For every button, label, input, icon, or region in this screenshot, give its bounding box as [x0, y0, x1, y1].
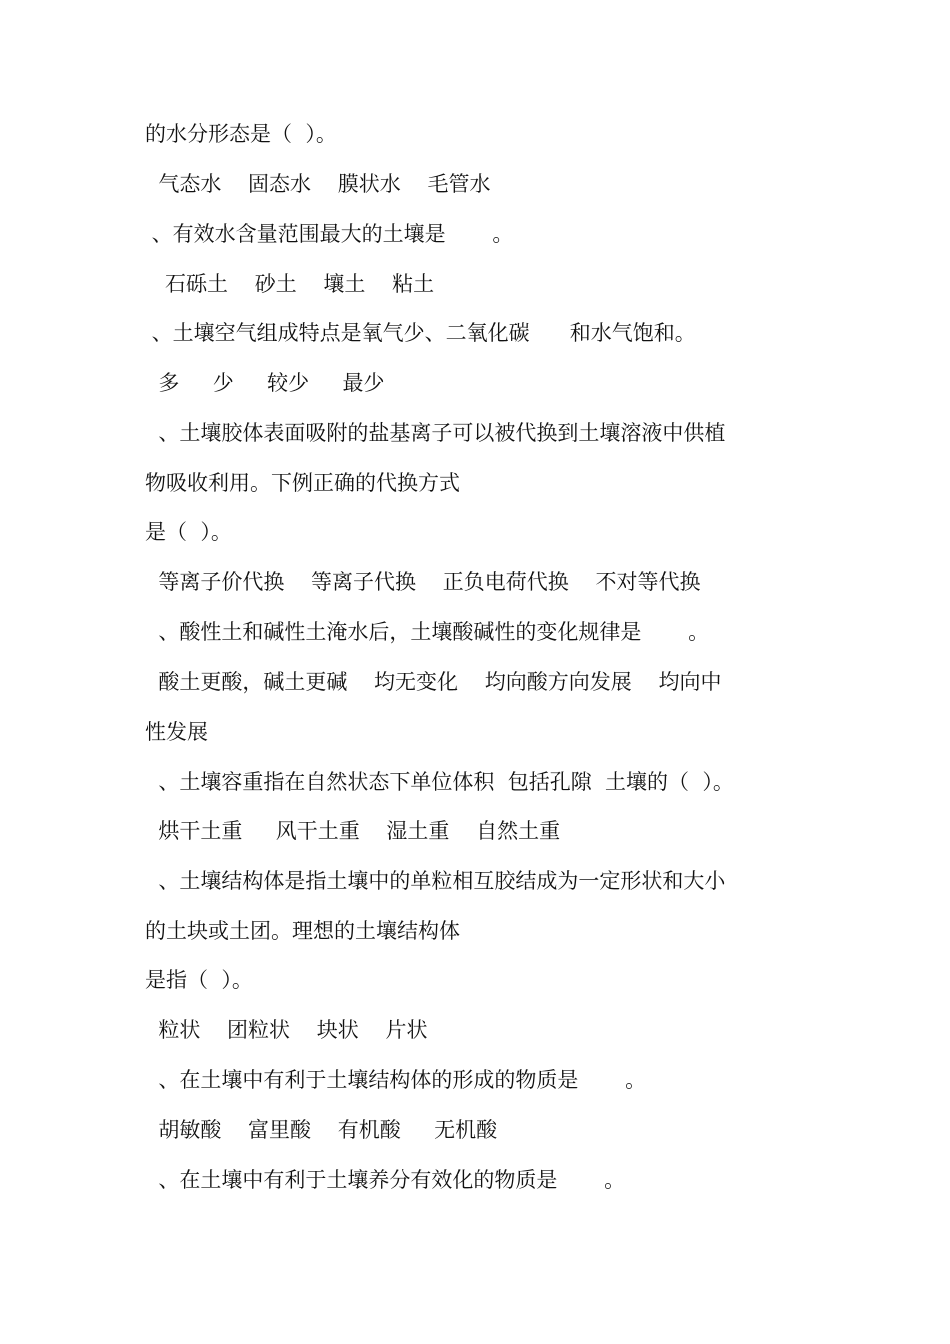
- question-text: 的土块或土团。理想的土壤结构体: [145, 919, 460, 943]
- answer-options: 性发展: [145, 720, 208, 744]
- question-text: 的水分形态是（ ）。: [145, 122, 337, 146]
- question-text: 是（ ）。: [145, 520, 232, 544]
- question-text: 、酸性土和碱性土淹水后，土壤酸碱性的变化规律是 。: [145, 620, 710, 644]
- answer-options: 等离子价代换 等离子代换 正负电荷代换 不对等代换: [145, 570, 701, 594]
- answer-options: 烘干土重 风干土重 湿土重 自然土重: [145, 819, 561, 843]
- answer-options: 多 少 较少 最少: [145, 371, 385, 395]
- answer-options: 胡敏酸 富里酸 有机酸 无机酸: [145, 1118, 498, 1142]
- question-text: 、在土壤中有利于土壤养分有效化的物质是 。: [145, 1168, 626, 1192]
- question-text: 、土壤胶体表面吸附的盐基离子可以被代换到土壤溶液中供植: [145, 421, 726, 445]
- question-text: 物吸收利用。下例正确的代换方式: [145, 471, 460, 495]
- answer-options: 气态水 固态水 膜状水 毛管水: [145, 172, 491, 196]
- question-text: 、在土壤中有利于土壤结构体的形成的物质是 。: [145, 1068, 647, 1092]
- answer-options: 酸土更酸，碱土更碱 均无变化 均向酸方向发展 均向中: [145, 670, 722, 694]
- question-text: 、土壤空气组成特点是氧气少、二氧化碳 和水气饱和。: [145, 321, 696, 345]
- question-text: 、土壤容重指在自然状态下单位体积 包括孔隙 土壤的（ ）。: [145, 770, 734, 794]
- answer-options: 粒状 团粒状 块状 片状: [145, 1018, 428, 1042]
- question-text: 、土壤结构体是指土壤中的单粒相互胶结成为一定形状和大小: [145, 869, 726, 893]
- answer-options: 石砾土 砂土 壤土 粘土: [145, 272, 435, 296]
- question-text: 是指（ ）。: [145, 968, 253, 992]
- question-text: 、有效水含量范围最大的土壤是 。: [145, 222, 514, 246]
